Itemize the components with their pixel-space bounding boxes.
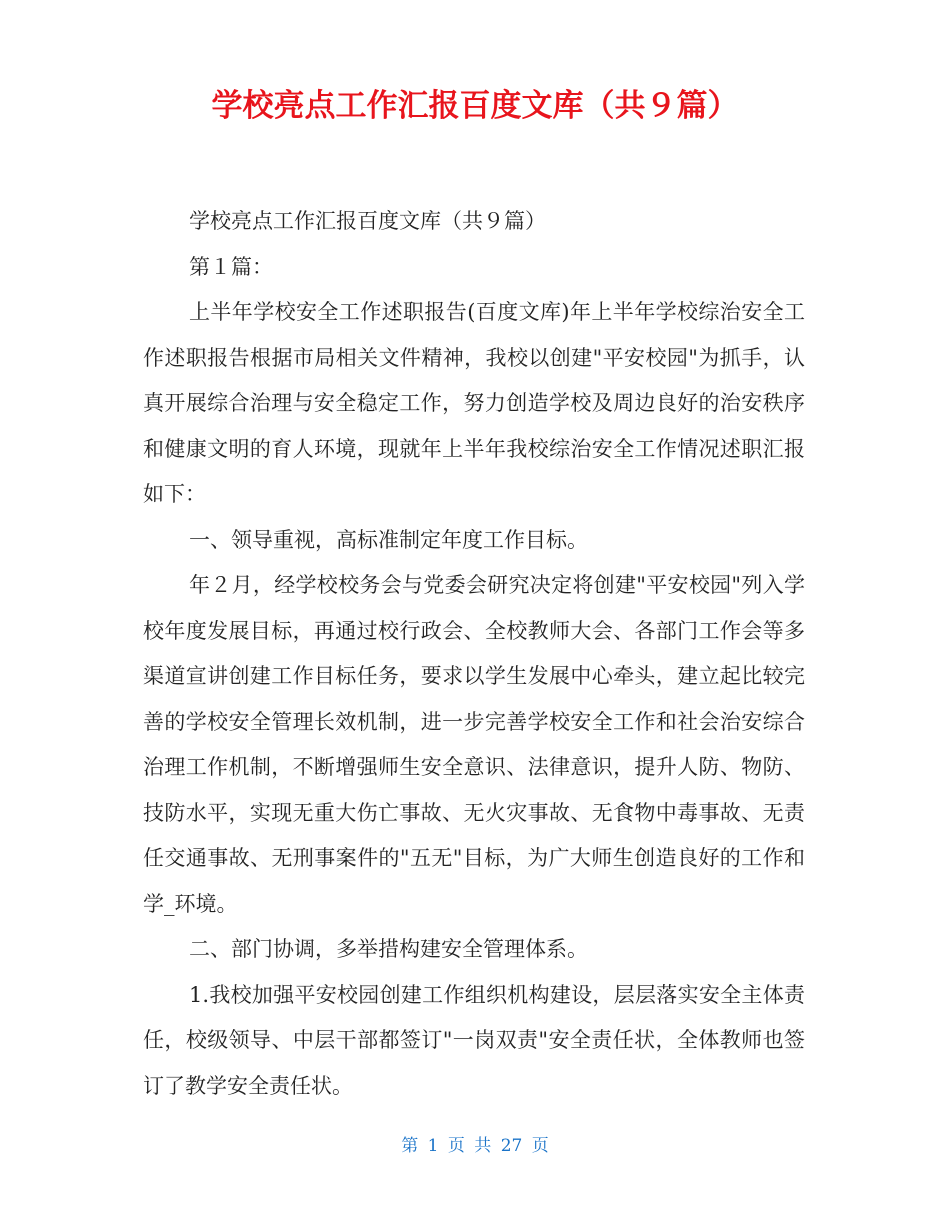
page-footer: 第 1 页 共 27 页 (401, 1136, 549, 1156)
paragraph-section-1-heading: 一、领导重视，高标准制定年度工作目标。 (189, 527, 588, 552)
paragraph-section-1-body: 年２月，经学校校务会与党委会研究决定将创建"平安校园"列入学校年度发展目标，再通过校行政会、全校教师大会、各部门工作会等多渠道宣讲创建工作目标任务，要求以学生发展中心牵头，建立起比较完善的学校安全管理长效机制，进一步完善学校安全工作和社会治安综合治理工作机制，不断增强师生安全意识、法律意识，提升人防、物防、技防水平，实现无重大伤亡事故、无火灾事故、无食物中毒事故、无责任交通事故、无刑事案件的"五无"目标，为广大师生创造良好的工作和学_环境。 (143, 573, 805, 916)
document-title: 学校亮点工作汇报百度文库（共９篇） (211, 88, 739, 124)
paragraph-section-2-item-1: 1.我校加强平安校园创建工作组织机构建设，层层落实安全主体责任，校级领导、中层干部都签订"一岗双责"安全责任状，全体教师也签订了教学安全责任状。 (143, 982, 805, 1098)
paragraph-part-heading: 第１篇： (189, 254, 273, 279)
paragraph-intro: 上半年学校安全工作述职报告(百度文库)年上半年学校综治安全工作述职报告根据市局相关文件精神，我校以创建"平安校园"为抓手，认真开展综合治理与安全稳定工作，努力创造学校及周边良好的治安秩序和健康文明的育人环境，现就年上半年我校综治安全工作情况述职汇报如下： (143, 300, 805, 506)
paragraph-section-2-heading: 二、部门协调，多举措构建安全管理体系。 (189, 937, 588, 961)
paragraph-subtitle: 学校亮点工作汇报百度文库（共９篇） (189, 209, 546, 233)
document-body (143, 199, 805, 1109)
